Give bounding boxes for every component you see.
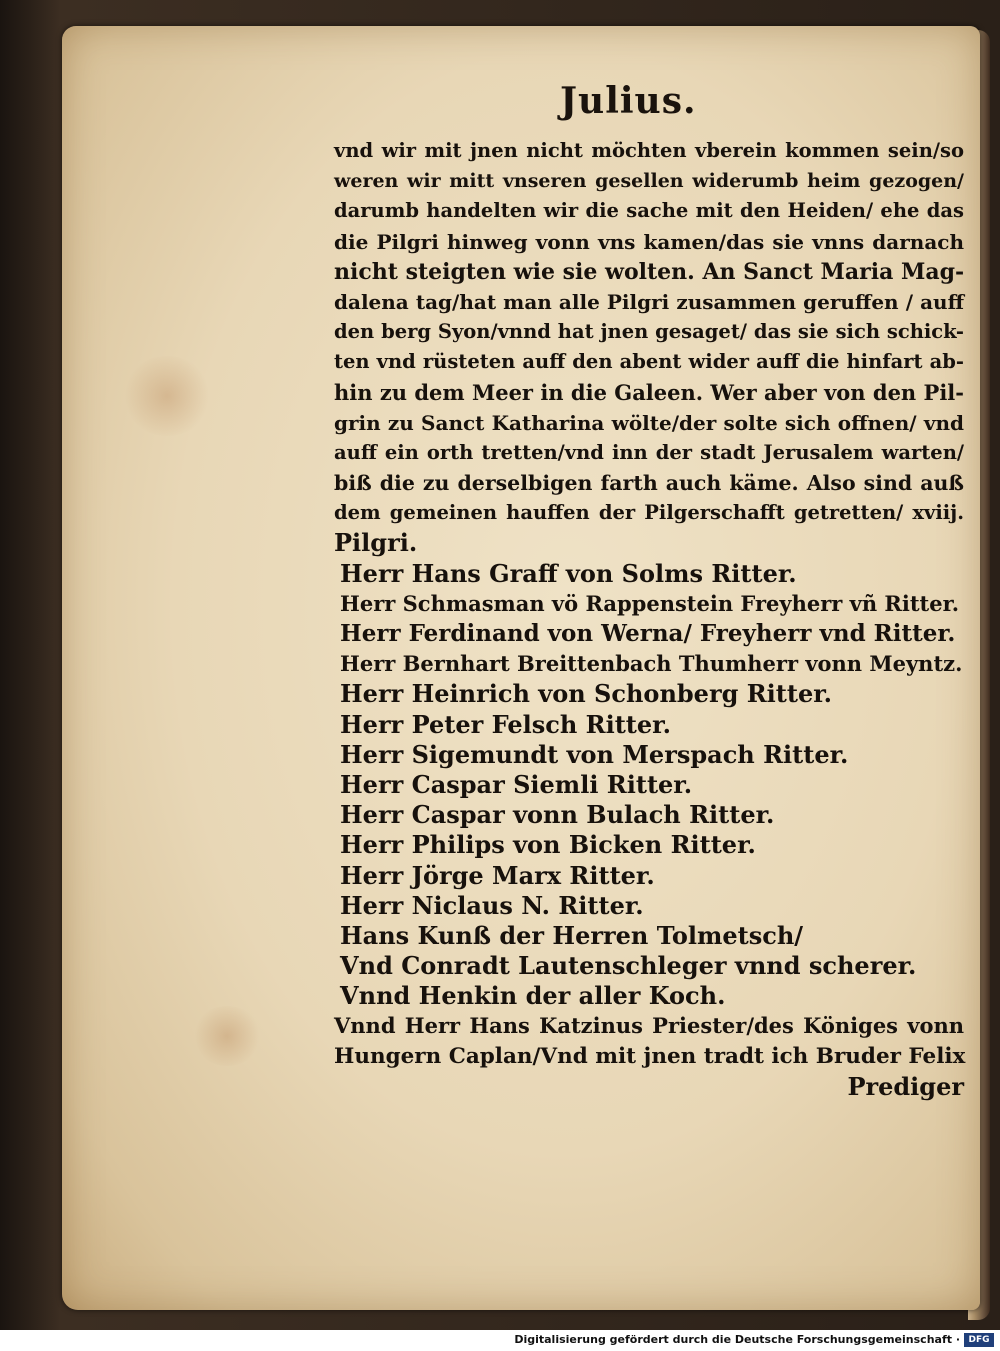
text-line: darumb handelten wir die sache mit den Heiden/ ehe das (334, 199, 964, 223)
page-stain (192, 1006, 262, 1066)
page-stain (122, 356, 212, 436)
dfg-logo: DFG (964, 1333, 994, 1347)
text-line: nicht steigten wie sie wolten. An Sanct Maria Mag- (334, 258, 965, 285)
text-line: ten vnd rüsteten auff den abent wider auff die hinfart ab- (334, 350, 964, 374)
pilgrim-entry: Herr Peter Felsch Ritter. (340, 709, 671, 739)
text-line: den berg Syon/vnnd hat jnen gesaget/ das sie sich schick- (334, 320, 964, 344)
text-line: Pilgri. (334, 528, 418, 558)
pilgrim-entry: Herr Caspar vonn Bulach Ritter. (340, 800, 775, 830)
pilgrim-entry: Vnd Conradt Lautenschleger vnnd scherer. (340, 951, 917, 981)
pilgrim-entry: Vnnd Henkin der aller Koch. (340, 981, 726, 1011)
text-line: biß die zu derselbigen farth auch käme. Also sind auß (334, 471, 964, 496)
catchword: Prediger (847, 1071, 964, 1101)
footer-bar (0, 1330, 1000, 1351)
page-text (334, 136, 964, 1102)
text-line: dalena tag/hat man alle Pilgri zusammen geruffen / auff (334, 289, 964, 314)
text-line: Hungern Caplan/Vnd mit jnen tradt ich Bruder Felix (334, 1043, 966, 1069)
pilgrim-entry: Herr Philips von Bicken Ritter. (340, 830, 756, 860)
funding-credit: Digitalisierung gefördert durch die Deutsche Forschungsgemeinschaft · (514, 1333, 960, 1346)
pilgrim-entry: Herr Caspar Siemli Ritter. (340, 769, 693, 799)
text-line: hin zu dem Meer in die Galeen. Wer aber von den Pil- (334, 379, 964, 405)
text-line: die Pilgri hinweg vonn vns kamen/das sie vnns darnach (334, 229, 964, 254)
text-line: Vnnd Herr Hans Katzinus Priester/des Königes vonn (334, 1013, 964, 1039)
text-line: auff ein orth tretten/vnd inn der stadt Jerusalem warten/ (334, 440, 964, 464)
page-header: Julius. (560, 80, 697, 122)
pilgrim-entry: Herr Sigemundt von Merspach Ritter. (340, 739, 849, 769)
text-line: weren wir mitt vnseren gesellen widerumb heim gezogen/ (334, 170, 964, 193)
pilgrim-entry: Herr Jörge Marx Ritter. (340, 860, 655, 890)
pilgrim-entry: Herr Bernhart Breittenbach Thumherr vonn Meyntz. (340, 651, 963, 677)
pilgrim-entry: Herr Niclaus N. Ritter. (340, 890, 644, 920)
text-line: vnd wir mit jnen nicht möchten vberein kommen sein/so (334, 139, 964, 162)
pilgrim-entry: Hans Kunß der Herren Tolmetsch/ (340, 920, 804, 950)
pilgrim-entry: Herr Hans Graff von Solms Ritter. (340, 558, 797, 588)
pilgrim-entry: Herr Heinrich von Schonberg Ritter. (340, 679, 833, 709)
text-line: dem gemeinen hauffen der Pilgerschafft getretten/ xviij. (334, 501, 964, 525)
text-line: grin zu Sanct Katharina wölte/der solte sich offnen/ vnd (334, 410, 964, 435)
pilgrim-entry: Herr Ferdinand von Werna/ Freyherr vnd Ritter. (340, 620, 956, 647)
pilgrim-entry: Herr Schmasman vö Rappenstein Freyherr vñ Ritter. (340, 590, 960, 616)
